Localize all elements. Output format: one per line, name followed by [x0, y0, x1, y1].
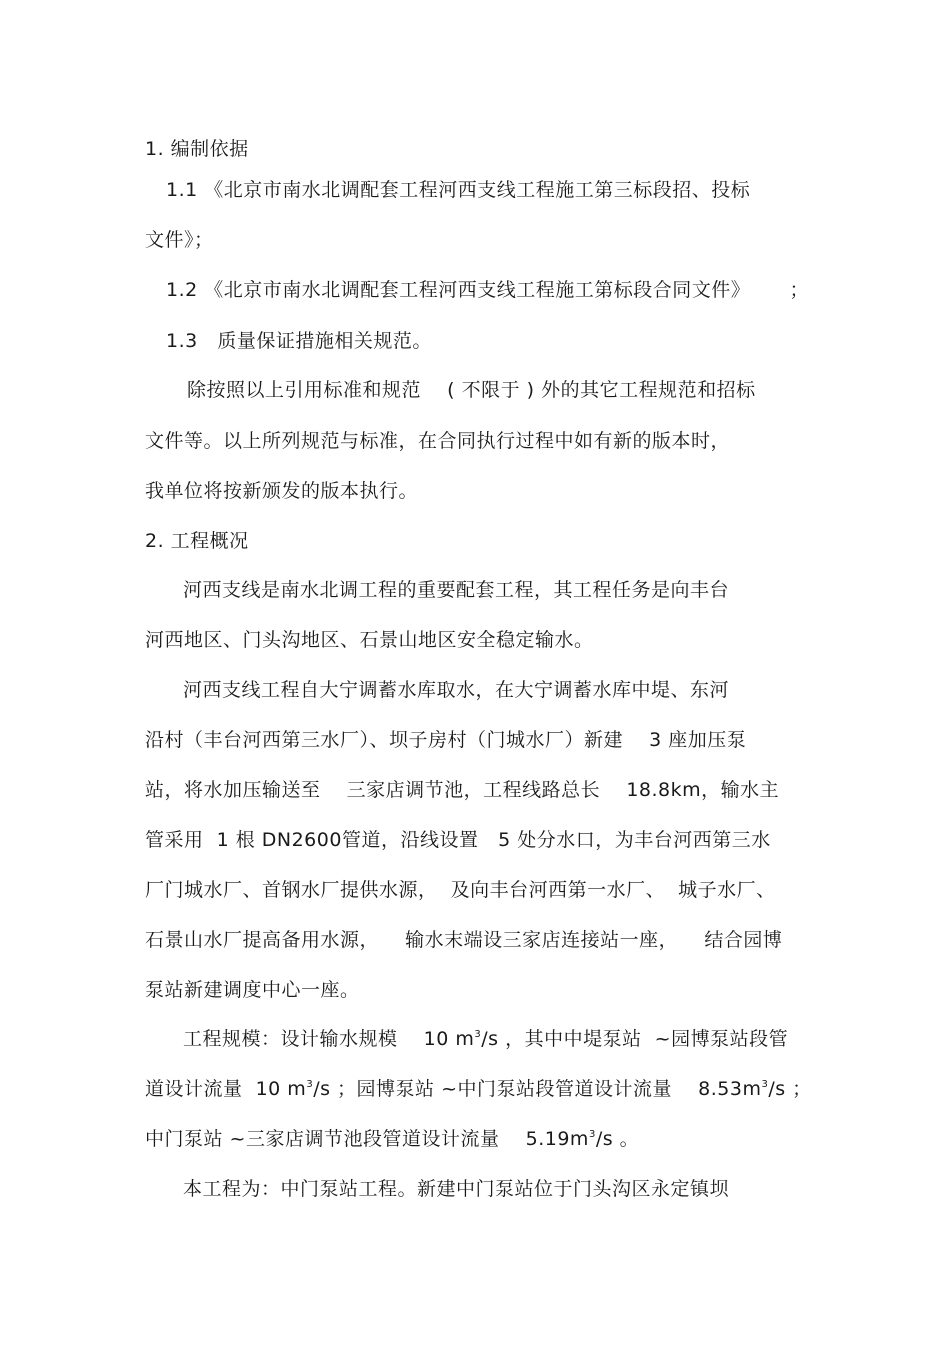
text-run: 工程规模：设计输水规模 10 m: [183, 1028, 475, 1050]
text-run: /s ；园博泵站 ~中门泵站段管道设计流量 8.53m: [313, 1078, 762, 1100]
paragraph-line: 沿村（丰台河西第三水厂）、坝子房村（门城水厂）新建 3 座加压泵: [145, 729, 747, 751]
text-run: /s ，其中中堤泵站 ~园博泵站段管: [481, 1028, 789, 1050]
paragraph-line: 站，将水加压输送至 三家店调节池，工程线路总长 18.8km，输水主: [145, 779, 780, 801]
paragraph-line: 泵站新建调度中心一座。: [145, 979, 360, 1001]
text-run: /s ；: [768, 1078, 812, 1100]
paragraph-line: 我单位将按新颁发的版本执行。: [145, 480, 419, 502]
item-1-3: 1.3 质量保证措施相关规范。: [166, 330, 432, 352]
superscript-3: 3: [306, 1079, 314, 1090]
paragraph-line: 本工程为：中门泵站工程。新建中门泵站位于门头沟区永定镇坝: [183, 1178, 730, 1200]
paragraph-line: 石景山水厂提高备用水源， 输水末端设三家店连接站一座， 结合园博: [145, 929, 783, 951]
paragraph-line: 河西支线工程自大宁调蓄水库取水，在大宁调蓄水库中堤、东河: [183, 679, 730, 701]
paragraph-line: 河西支线是南水北调工程的重要配套工程，其工程任务是向丰台: [183, 579, 730, 601]
text-run: 道设计流量 10 m: [145, 1078, 307, 1100]
superscript-3: 3: [588, 1129, 596, 1140]
paragraph-line: 管采用 1 根 DN2600管道，沿线设置 5 处分水口，为丰台河西第三水: [145, 829, 771, 851]
paragraph-line: 河西地区、门头沟地区、石景山地区安全稳定输水。: [145, 629, 594, 651]
paragraph-line: 文件等。以上所列规范与标准，在合同执行过程中如有新的版本时，: [145, 430, 731, 452]
item-1-1-line-1: 1.1 《北京市南水北调配套工程河西支线工程施工第三标段招、投标: [166, 179, 751, 201]
superscript-3: 3: [761, 1079, 769, 1090]
section-2-heading: 2. 工程概况: [145, 530, 249, 552]
text-run: /s 。: [595, 1128, 640, 1150]
item-1-1-line-2: 文件》；: [145, 229, 214, 251]
paragraph-line-with-superscript: [145, 1076, 812, 1102]
paragraph-line-with-superscript: [183, 1026, 788, 1052]
paragraph-line: 厂门城水厂、首钢水厂提供水源， 及向丰台河西第一水厂、 城子水厂、: [145, 879, 776, 901]
superscript-3: 3: [474, 1029, 482, 1040]
item-1-2: 1.2 《北京市南水北调配套工程河西支线工程施工第标段合同文件》 ；: [166, 279, 809, 301]
text-run: 中门泵站 ~三家店调节池段管道设计流量 5.19m: [145, 1128, 589, 1150]
paragraph-line: 除按照以上引用标准和规范 ( 不限于 ) 外的其它工程规范和招标: [187, 379, 756, 401]
paragraph-line-with-superscript: [145, 1126, 639, 1152]
section-1-heading: 1. 编制依据: [145, 138, 249, 160]
